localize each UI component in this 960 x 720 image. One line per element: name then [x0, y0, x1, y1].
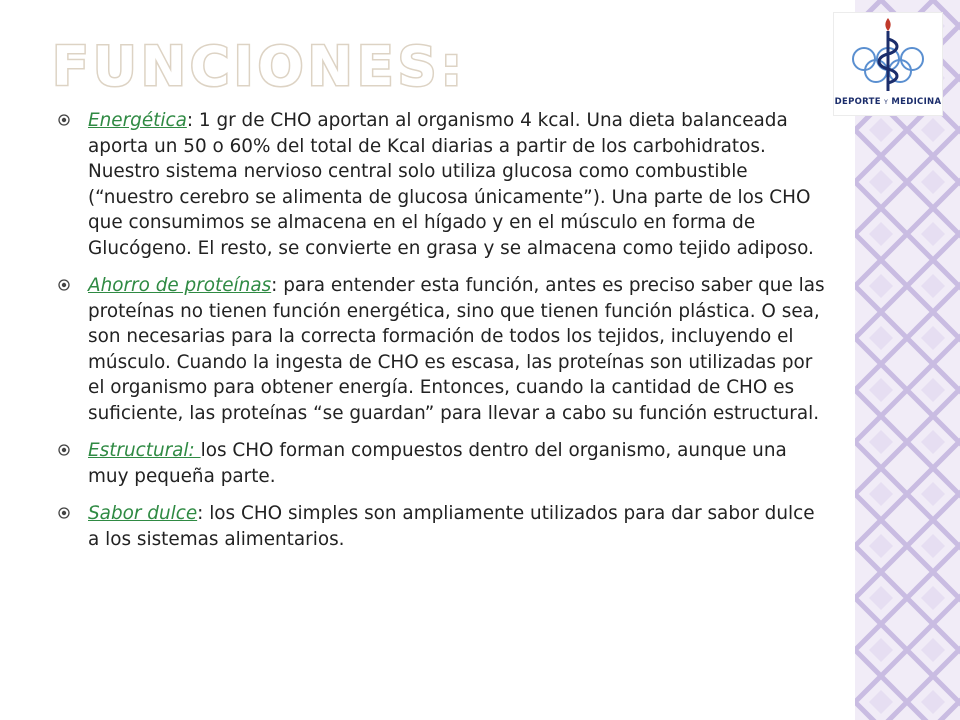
item-text: los CHO forman compuestos dentro del organismo, aunque una muy pequeña parte.	[88, 440, 787, 487]
bullet-list	[58, 108, 828, 564]
bullet-icon	[58, 507, 70, 519]
bullet-icon	[58, 444, 70, 456]
item-term: Energética	[88, 110, 187, 131]
bullet-icon	[58, 279, 70, 291]
list-item	[58, 438, 828, 489]
bullet-icon	[58, 114, 70, 126]
item-text: para entender esta función, antes es preciso saber que las proteínas no tienen función energética, sino que tienen función plástica. O sea, son necesarias para la correcta formación de todos los tejidos, incluyendo el músculo. Cuando la ingesta de CHO es escasa, las proteínas son utilizadas por el organismo para obtener energía. Entonces, cuando la cantidad de CHO es suficiente, las proteínas “se guardan” para llevar a cabo su función estructural.	[88, 275, 825, 424]
list-item: Energética: 1 gr de CHO aportan al organismo 4 kcal. Una dieta balanceada aporta un 50 o 60% del total de Kcal diarias a partir de los carbohidratos. Nuestro sistema nervioso central solo utiliza glucosa como combustible (“nuestro cerebro se alimenta de glucosa únicamente”). Una parte de los CHO que consumimos se almacena en el hígado y en el músculo en forma de Glucógeno. El resto, se convierte en grasa y se almacena como tejido adiposo.	[58, 108, 828, 261]
item-text: 1 gr de CHO aportan al organismo 4 kcal. Una dieta balanceada aporta un 50 o 60% del total de Kcal diarias a partir de los carbohidratos. Nuestro sistema nervioso central solo utiliza glucosa como combustible (“nuestro cerebro se alimenta de glucosa únicamente”). Una parte de los CHO que consumimos se almacena en el hígado y en el músculo en forma de Glucógeno. El resto, se convierte en grasa y se almacena como tejido adiposo.	[88, 110, 814, 259]
item-term: Estructural:	[88, 440, 201, 461]
item-term: Sabor dulce	[88, 503, 198, 524]
slide-title: FUNCIONES:	[52, 35, 467, 98]
logo-caption: DEPORTE Y MEDICINA	[834, 97, 942, 107]
list-item: Sabor dulce: los CHO simples son ampliamente utilizados para dar sabor dulce a los sistemas alimentarios.	[58, 501, 828, 552]
list-item: Ahorro de proteínas: para entender esta función, antes es preciso saber que las proteínas no tienen función energética, sino que tienen función plástica. O sea, son necesarias para la correcta formación de todos los tejidos, incluyendo el músculo. Cuando la ingesta de CHO es escasa, las proteínas son utilizadas por el organismo para obtener energía. Entonces, cuando la cantidad de CHO es suficiente, las proteínas “se guardan” para llevar a cabo su función estructural.	[58, 273, 828, 426]
item-text: los CHO simples son ampliamente utilizados para dar sabor dulce a los sistemas alimentarios.	[88, 503, 815, 550]
item-term: Ahorro de proteínas	[88, 275, 272, 296]
deporte-medicina-logo	[833, 12, 943, 116]
